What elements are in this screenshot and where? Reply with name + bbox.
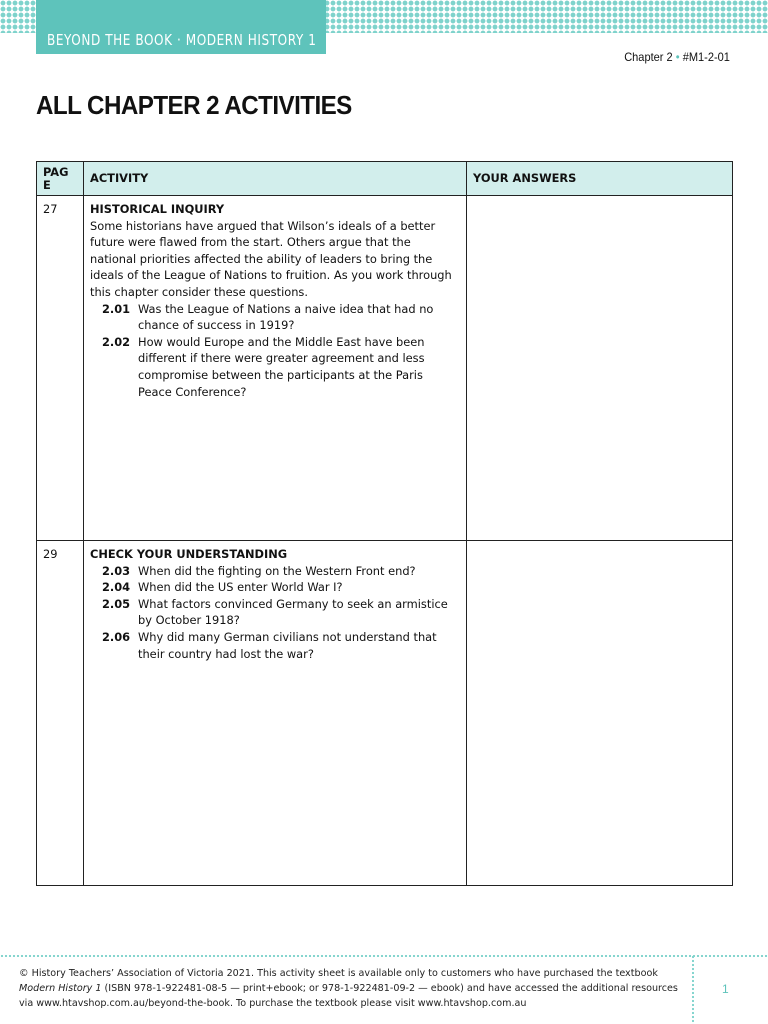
- question-item: [90, 579, 460, 596]
- activity-heading: HISTORICAL INQUIRY: [90, 202, 225, 216]
- activities-table: [36, 161, 733, 886]
- question-text: When did the fighting on the Western Front end?: [138, 563, 416, 578]
- question-text: What factors convinced Germany to seek an armistice by October 1918?: [138, 596, 448, 628]
- footer-vertical-divider: [692, 955, 694, 1024]
- question-text: Was the League of Nations a naive idea that had no chance of success in 1919?: [138, 301, 434, 333]
- table-header-row: [37, 162, 733, 196]
- question-text: When did the US enter World War I?: [138, 580, 343, 595]
- column-header-answers: YOUR ANSWERS: [467, 162, 733, 196]
- book-title: Modern History 1: [19, 983, 102, 994]
- answer-field[interactable]: [467, 541, 733, 886]
- question-number: 2.03: [102, 563, 131, 578]
- chapter-reference: [624, 50, 730, 64]
- page-title: ALL CHAPTER 2 ACTIVITIES: [36, 90, 352, 120]
- question-number: 2.06: [102, 629, 131, 644]
- column-header-activity: ACTIVITY: [84, 162, 467, 196]
- activity-cell: [84, 541, 467, 886]
- activity-cell: [84, 196, 467, 541]
- question-number: 2.01: [102, 301, 131, 316]
- separator-dot: •: [675, 50, 680, 64]
- copyright-text-end: (ISBN 978-1-922481-08-5 — print+ebook; or 978-1-922481-09-2 — ebook) and have accessed the additional resources via www.htavshop.com.au/beyond-the-book. To purchase the textbook please visit www.htavshop.com.au: [19, 983, 678, 1009]
- sheet-code: #M1-2-01: [682, 50, 730, 64]
- question-number: 2.05: [102, 596, 131, 611]
- question-item: [90, 334, 460, 400]
- table-row: [37, 196, 733, 541]
- page-number-cell: 29: [37, 541, 84, 886]
- page-number: 1: [722, 982, 729, 996]
- column-header-page: PAG E: [37, 162, 84, 196]
- copyright-notice: [19, 966, 683, 1011]
- question-item: [90, 563, 460, 580]
- question-number: 2.02: [102, 334, 131, 349]
- question-number: 2.04: [102, 580, 131, 595]
- question-list: [90, 301, 460, 401]
- question-item: [90, 301, 460, 334]
- activity-intro: Some historians have argued that Wilson’s ideals of a better future were flawed from the start. Others argue that the national priorities affected the ability of leaders to bring the ideals of the League of Nations to fruition. As you work through this chapter consider these questions.: [90, 218, 452, 299]
- copyright-text-start: © History Teachers’ Association of Victoria 2021. This activity sheet is available only to customers who have purchased the textbook: [19, 968, 658, 979]
- chapter-label: Chapter 2: [624, 50, 673, 64]
- page-number-cell: 27: [37, 196, 84, 541]
- question-list: [90, 563, 460, 663]
- table-row: [37, 541, 733, 886]
- question-text: Why did many German civilians not understand that their country had lost the war?: [138, 629, 437, 661]
- question-text: How would Europe and the Middle East have been different if there were greater agreement and less compromise between the participants at the Paris Peace Conference?: [138, 334, 425, 399]
- answer-field[interactable]: [467, 196, 733, 541]
- question-item: [90, 596, 460, 629]
- footer-divider: [0, 955, 768, 957]
- series-banner: [36, 0, 326, 54]
- question-item: [90, 629, 460, 662]
- banner-title: BEYOND THE BOOK · MODERN HISTORY 1: [47, 31, 317, 49]
- activity-heading: CHECK YOUR UNDERSTANDING: [90, 547, 288, 561]
